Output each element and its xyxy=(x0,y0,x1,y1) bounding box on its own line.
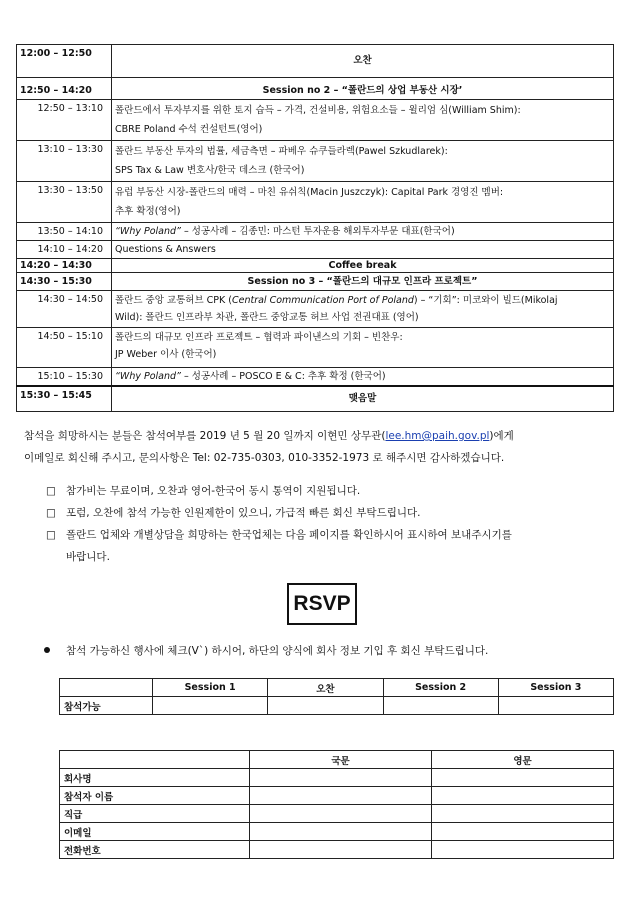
instruction-text: 참석 가능하신 행사에 체크(V`) 하시어, 하단의 양식에 회사 정보 기입 후 회신 부탁드립니다. xyxy=(66,645,489,657)
attendance-header-session2: Session 2 xyxy=(383,679,498,697)
notice-line: 이메일로 회신해 주시고, 문의사항은 Tel: 02-735-0303, 010-3352-1973 로 해주시면 감사하겠습니다. xyxy=(24,452,505,464)
attendance-header-row xyxy=(60,679,614,697)
schedule-row-coffee xyxy=(17,259,614,273)
schedule-time: 15:30 – 15:45 xyxy=(17,386,112,412)
schedule-item xyxy=(112,141,614,182)
schedule-row-closing xyxy=(17,386,614,412)
schedule-item-text: – 성공사례 – 김종민: 마스턴 투자운용 해외투자부문 대표(한국어) xyxy=(180,226,455,237)
schedule-title: 오찬 xyxy=(112,45,614,78)
schedule-row xyxy=(17,182,614,223)
attendance-row-label: 참석가능 xyxy=(60,697,153,715)
attendance-header-lunch: 오찬 xyxy=(268,679,383,697)
attendance-row xyxy=(60,697,614,715)
attendance-header-session3: Session 3 xyxy=(498,679,613,697)
list-item xyxy=(46,502,606,524)
list-item-text: 참가비는 무료이며, 오찬과 영어-한국어 동시 통역이 지원됩니다. xyxy=(66,485,361,497)
attendance-header-session1: Session 1 xyxy=(153,679,268,697)
company-info-row xyxy=(60,841,614,859)
schedule-row-session2 xyxy=(17,78,614,100)
company-info-field-korean[interactable] xyxy=(250,841,432,859)
schedule-row xyxy=(17,223,614,241)
attendance-check-session2[interactable] xyxy=(383,697,498,715)
schedule-item-emphasis: Central Communication Port of Poland xyxy=(231,295,414,306)
checkbox-bullet-icon: □ xyxy=(46,507,56,519)
schedule-item-text: ) – “기회”: 미코와이 빌드(Mikolaj xyxy=(413,295,558,306)
schedule-row xyxy=(17,328,614,368)
company-info-header-korean: 국문 xyxy=(250,751,432,769)
schedule-item xyxy=(112,368,614,387)
schedule-time: 12:50 – 13:10 xyxy=(17,100,112,141)
schedule-item-emphasis: “Why Poland” xyxy=(115,226,181,237)
schedule-title: Session no 2 – “폴란드의 상업 부동산 시장’ xyxy=(112,78,614,100)
schedule-table xyxy=(16,44,614,412)
notice-text: 참석을 희망하시는 분들은 참석여부를 2019 년 5 월 20 일까지 이현민 상무관( xyxy=(24,430,386,442)
schedule-item-line: 폴란드에서 투자부지를 위한 토지 습득 – 가격, 건설비용, 위험요소들 – 윌리엄 심(William Shim): xyxy=(115,105,521,116)
checkbox-bullet-icon: □ xyxy=(46,529,56,541)
company-info-label: 전화번호 xyxy=(60,841,250,859)
schedule-time: 14:50 – 15:10 xyxy=(17,328,112,368)
schedule-item-line: 유럽 부동산 시장-폴란드의 매력 – 마친 유쉬칙(Macin Juszczyk): Capital Park 경영진 멤버: xyxy=(115,187,504,198)
schedule-time: 14:30 – 15:30 xyxy=(17,273,112,291)
company-info-field-korean[interactable] xyxy=(250,823,432,841)
company-info-field-english[interactable] xyxy=(432,805,614,823)
schedule-item-line: 추후 확정(영어) xyxy=(115,206,181,217)
attendance-corner-cell xyxy=(60,679,153,697)
schedule-time: 14:10 – 14:20 xyxy=(17,241,112,259)
schedule-item-line: CBRE Poland 수석 컨설턴트(영어) xyxy=(115,124,263,135)
company-info-field-english[interactable] xyxy=(432,841,614,859)
schedule-item xyxy=(112,291,614,328)
list-item-text: 바랍니다. xyxy=(66,551,110,563)
schedule-row xyxy=(17,291,614,328)
list-item-text: 폴란드 업체와 개별상담을 희망하는 한국업체는 다음 페이지를 확인하시어 표시하여 보내주시기를 xyxy=(66,529,512,541)
attendance-check-lunch[interactable] xyxy=(268,697,383,715)
company-info-field-english[interactable] xyxy=(432,769,614,787)
schedule-item xyxy=(112,182,614,223)
schedule-item-text: 폴란드 중앙 교통허브 CPK ( xyxy=(115,295,232,306)
company-info-table xyxy=(59,750,614,859)
company-info-label: 직급 xyxy=(60,805,250,823)
company-info-field-korean[interactable] xyxy=(250,769,432,787)
company-info-field-korean[interactable] xyxy=(250,805,432,823)
schedule-time: 13:30 – 13:50 xyxy=(17,182,112,223)
notes-list xyxy=(46,480,606,568)
notice-text: )에게 xyxy=(489,430,514,442)
company-info-row xyxy=(60,823,614,841)
company-info-row xyxy=(60,805,614,823)
schedule-item xyxy=(112,100,614,141)
company-info-field-korean[interactable] xyxy=(250,787,432,805)
list-item xyxy=(46,480,606,502)
company-info-label: 회사명 xyxy=(60,769,250,787)
schedule-row-session3 xyxy=(17,273,614,291)
bullet-dot-icon xyxy=(44,647,50,653)
company-info-label: 참석자 이름 xyxy=(60,787,250,805)
schedule-row xyxy=(17,100,614,141)
schedule-time: 15:10 – 15:30 xyxy=(17,368,112,387)
attendance-table xyxy=(59,678,614,715)
schedule-title: Session no 3 – “폴란드의 대규모 인프라 프로젝트” xyxy=(112,273,614,291)
company-info-header-english: 영문 xyxy=(432,751,614,769)
company-info-label: 이메일 xyxy=(60,823,250,841)
company-info-field-english[interactable] xyxy=(432,823,614,841)
schedule-item-line: 폴란드의 대규모 인프라 프로젝트 – 협력과 파이낸스의 기회 – 빈찬우: xyxy=(115,332,403,343)
rsvp-heading: RSVP xyxy=(287,583,357,625)
schedule-row xyxy=(17,141,614,182)
contact-email-link[interactable]: lee.hm@paih.gov.pl xyxy=(385,430,490,442)
schedule-item-line: Wild): 폴란드 인프라부 차관, 폴란드 중앙교통 허브 사업 전권대표 (영어) xyxy=(115,312,419,323)
company-info-header-row xyxy=(60,751,614,769)
schedule-time: 12:00 – 12:50 xyxy=(17,45,112,78)
schedule-item: Questions & Answers xyxy=(112,241,614,259)
company-info-field-english[interactable] xyxy=(432,787,614,805)
schedule-item-emphasis: “Why Poland” xyxy=(115,371,181,382)
schedule-title: Coffee break xyxy=(112,259,614,273)
schedule-time: 14:30 – 14:50 xyxy=(17,291,112,328)
schedule-item-line: JP Weber 이사 (한국어) xyxy=(115,349,217,360)
schedule-title: 맺음말 xyxy=(112,386,614,412)
list-item xyxy=(46,524,606,568)
schedule-row xyxy=(17,241,614,259)
company-info-corner-cell xyxy=(60,751,250,769)
attendance-check-session3[interactable] xyxy=(498,697,613,715)
schedule-time: 13:10 – 13:30 xyxy=(17,141,112,182)
schedule-time: 14:20 – 14:30 xyxy=(17,259,112,273)
schedule-time: 12:50 – 14:20 xyxy=(17,78,112,100)
schedule-row xyxy=(17,368,614,387)
attendance-check-session1[interactable] xyxy=(153,697,268,715)
schedule-row-lunch xyxy=(17,45,614,78)
schedule-item-line xyxy=(115,292,610,309)
schedule-item-text: – 성공사례 – POSCO E & C: 추후 확정 (한국어) xyxy=(180,371,386,382)
checkbox-bullet-icon: □ xyxy=(46,485,56,497)
notice-line xyxy=(24,425,614,447)
schedule-item-line: SPS Tax & Law 변호사/한국 데스크 (한국어) xyxy=(115,165,305,176)
notice-paragraph xyxy=(24,425,614,469)
schedule-time: 13:50 – 14:10 xyxy=(17,223,112,241)
schedule-item xyxy=(112,328,614,368)
company-info-row xyxy=(60,769,614,787)
schedule-item xyxy=(112,223,614,241)
company-info-row xyxy=(60,787,614,805)
schedule-item-line: 폴란드 부동산 투자의 법률, 세금측면 – 파베우 슈쿠들라렉(Pawel Szkudlarek): xyxy=(115,146,448,157)
list-item-text: 포럼, 오찬에 참석 가능한 인원제한이 있으니, 가급적 빠른 회신 부탁드립니다. xyxy=(66,507,421,519)
instruction-line xyxy=(44,641,614,661)
